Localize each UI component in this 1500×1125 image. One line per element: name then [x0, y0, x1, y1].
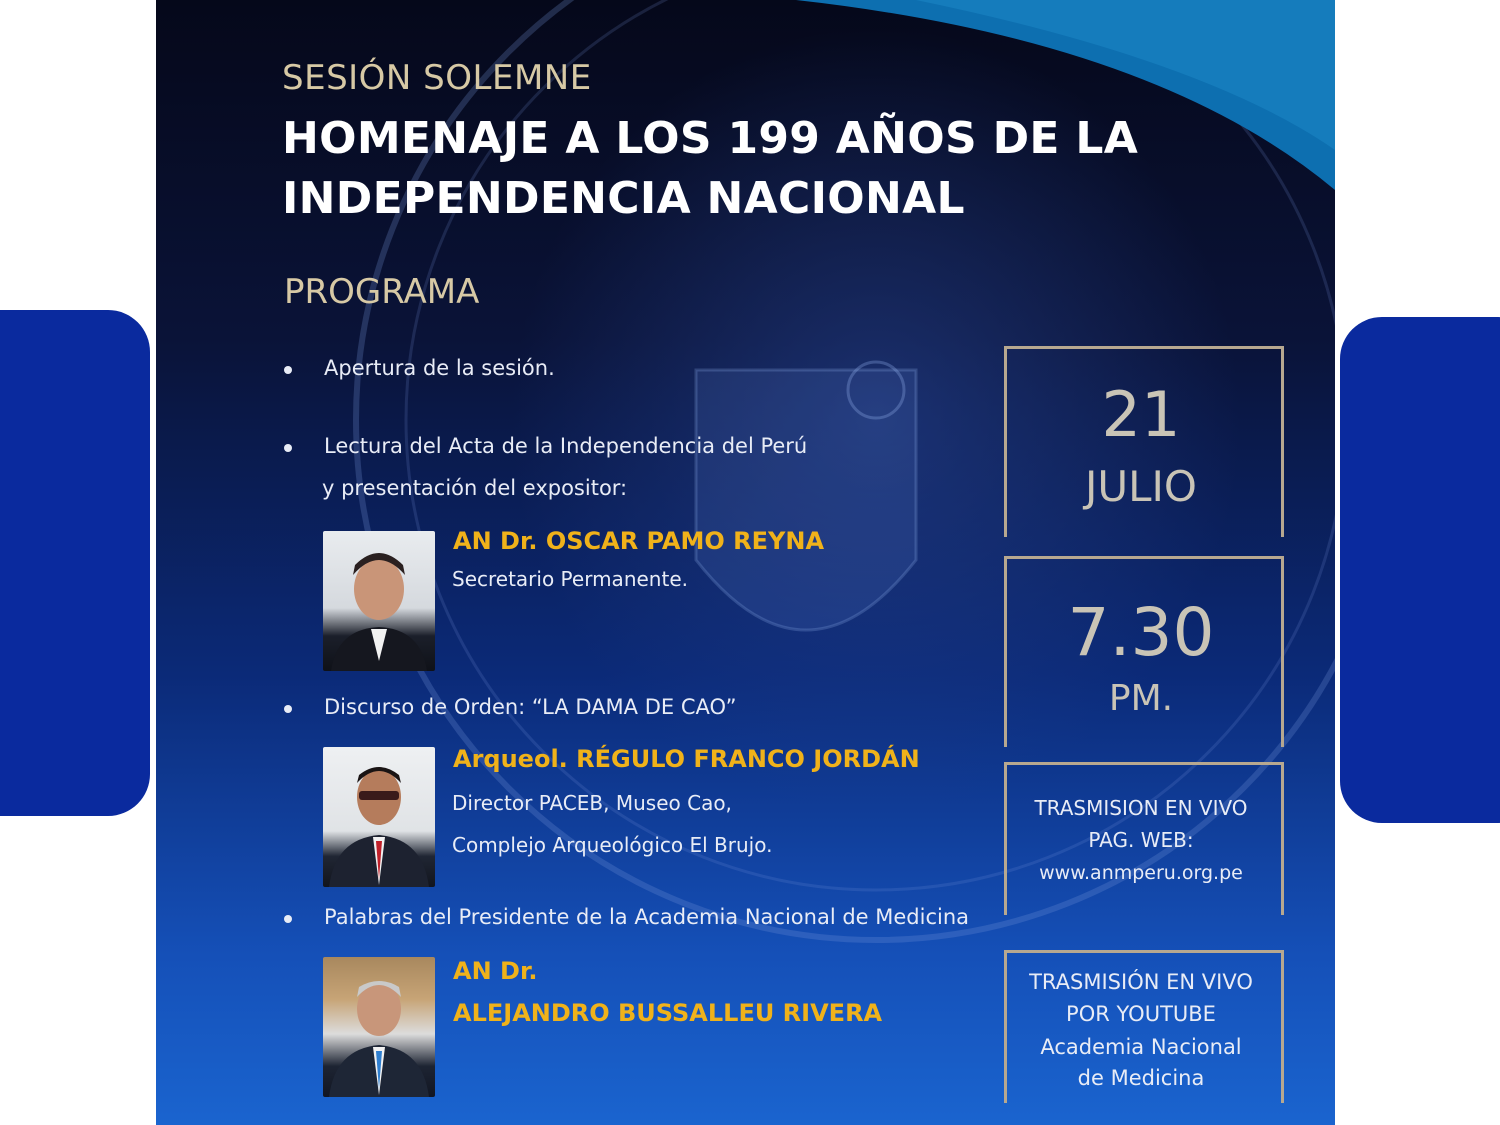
speaker-3-name-line1: AN Dr.: [453, 957, 538, 985]
bullet-icon: [284, 444, 292, 452]
speaker-1-role: Secretario Permanente.: [452, 567, 688, 591]
speaker-3-name-line2: ALEJANDRO BUSSALLEU RIVERA: [453, 999, 883, 1027]
program-item-2-line1: Lectura del Acta de la Independencia del Perú: [324, 434, 808, 458]
left-side-tab: [0, 310, 150, 816]
speaker-2-name: Arqueol. RÉGULO FRANCO JORDÁN: [453, 745, 920, 773]
program-heading: PROGRAMA: [284, 272, 480, 312]
bullet-icon: [284, 915, 292, 923]
event-ampm: PM.: [1108, 678, 1174, 719]
coin-shield: [696, 370, 916, 630]
speaker-1-name: AN Dr. OSCAR PAMO REYNA: [453, 527, 825, 555]
event-subtitle: SESIÓN SOLEMNE: [282, 58, 592, 98]
web-stream-url[interactable]: www.anmperu.org.pe: [1039, 862, 1243, 884]
right-side-tab: [1340, 317, 1500, 823]
event-day: 21: [1101, 378, 1181, 451]
person-silhouette-icon: [323, 747, 435, 887]
web-stream-line1: TRASMISION EN VIVO: [1034, 796, 1248, 820]
youtube-stream-line1: TRASMISIÓN EN VIVO: [1029, 970, 1253, 994]
speaker-2-role-line1: Director PACEB, Museo Cao,: [452, 791, 732, 815]
speaker-3-photo: [323, 957, 435, 1097]
speaker-2-role-line2: Complejo Arqueológico El Brujo.: [452, 833, 773, 857]
event-title-line2: INDEPENDENCIA NACIONAL: [282, 173, 965, 224]
program-item-4: Palabras del Presidente de la Academia Nacional de Medicina: [324, 905, 970, 929]
program-item-1: Apertura de la sesión.: [324, 356, 555, 380]
event-title-line1: HOMENAJE A LOS 199 AÑOS DE LA: [282, 113, 1139, 164]
program-item-2-line2: y presentación del expositor:: [322, 476, 628, 500]
event-poster: [156, 0, 1335, 1125]
person-silhouette-icon: [323, 957, 435, 1097]
youtube-stream-line3: Academia Nacional: [1040, 1035, 1242, 1059]
speaker-2-photo: [323, 747, 435, 887]
web-stream-line2: PAG. WEB:: [1088, 828, 1194, 852]
youtube-stream-line4: de Medicina: [1077, 1066, 1205, 1090]
bullet-icon: [284, 366, 292, 374]
person-silhouette-icon: [323, 531, 435, 671]
youtube-stream-line2: POR YOUTUBE: [1066, 1002, 1216, 1026]
program-item-3: Discurso de Orden: “LA DAMA DE CAO”: [324, 695, 737, 719]
bullet-icon: [284, 705, 292, 713]
event-month: JULIO: [1085, 462, 1197, 511]
speaker-1-photo: [323, 531, 435, 671]
event-time: 7.30: [1067, 594, 1215, 671]
